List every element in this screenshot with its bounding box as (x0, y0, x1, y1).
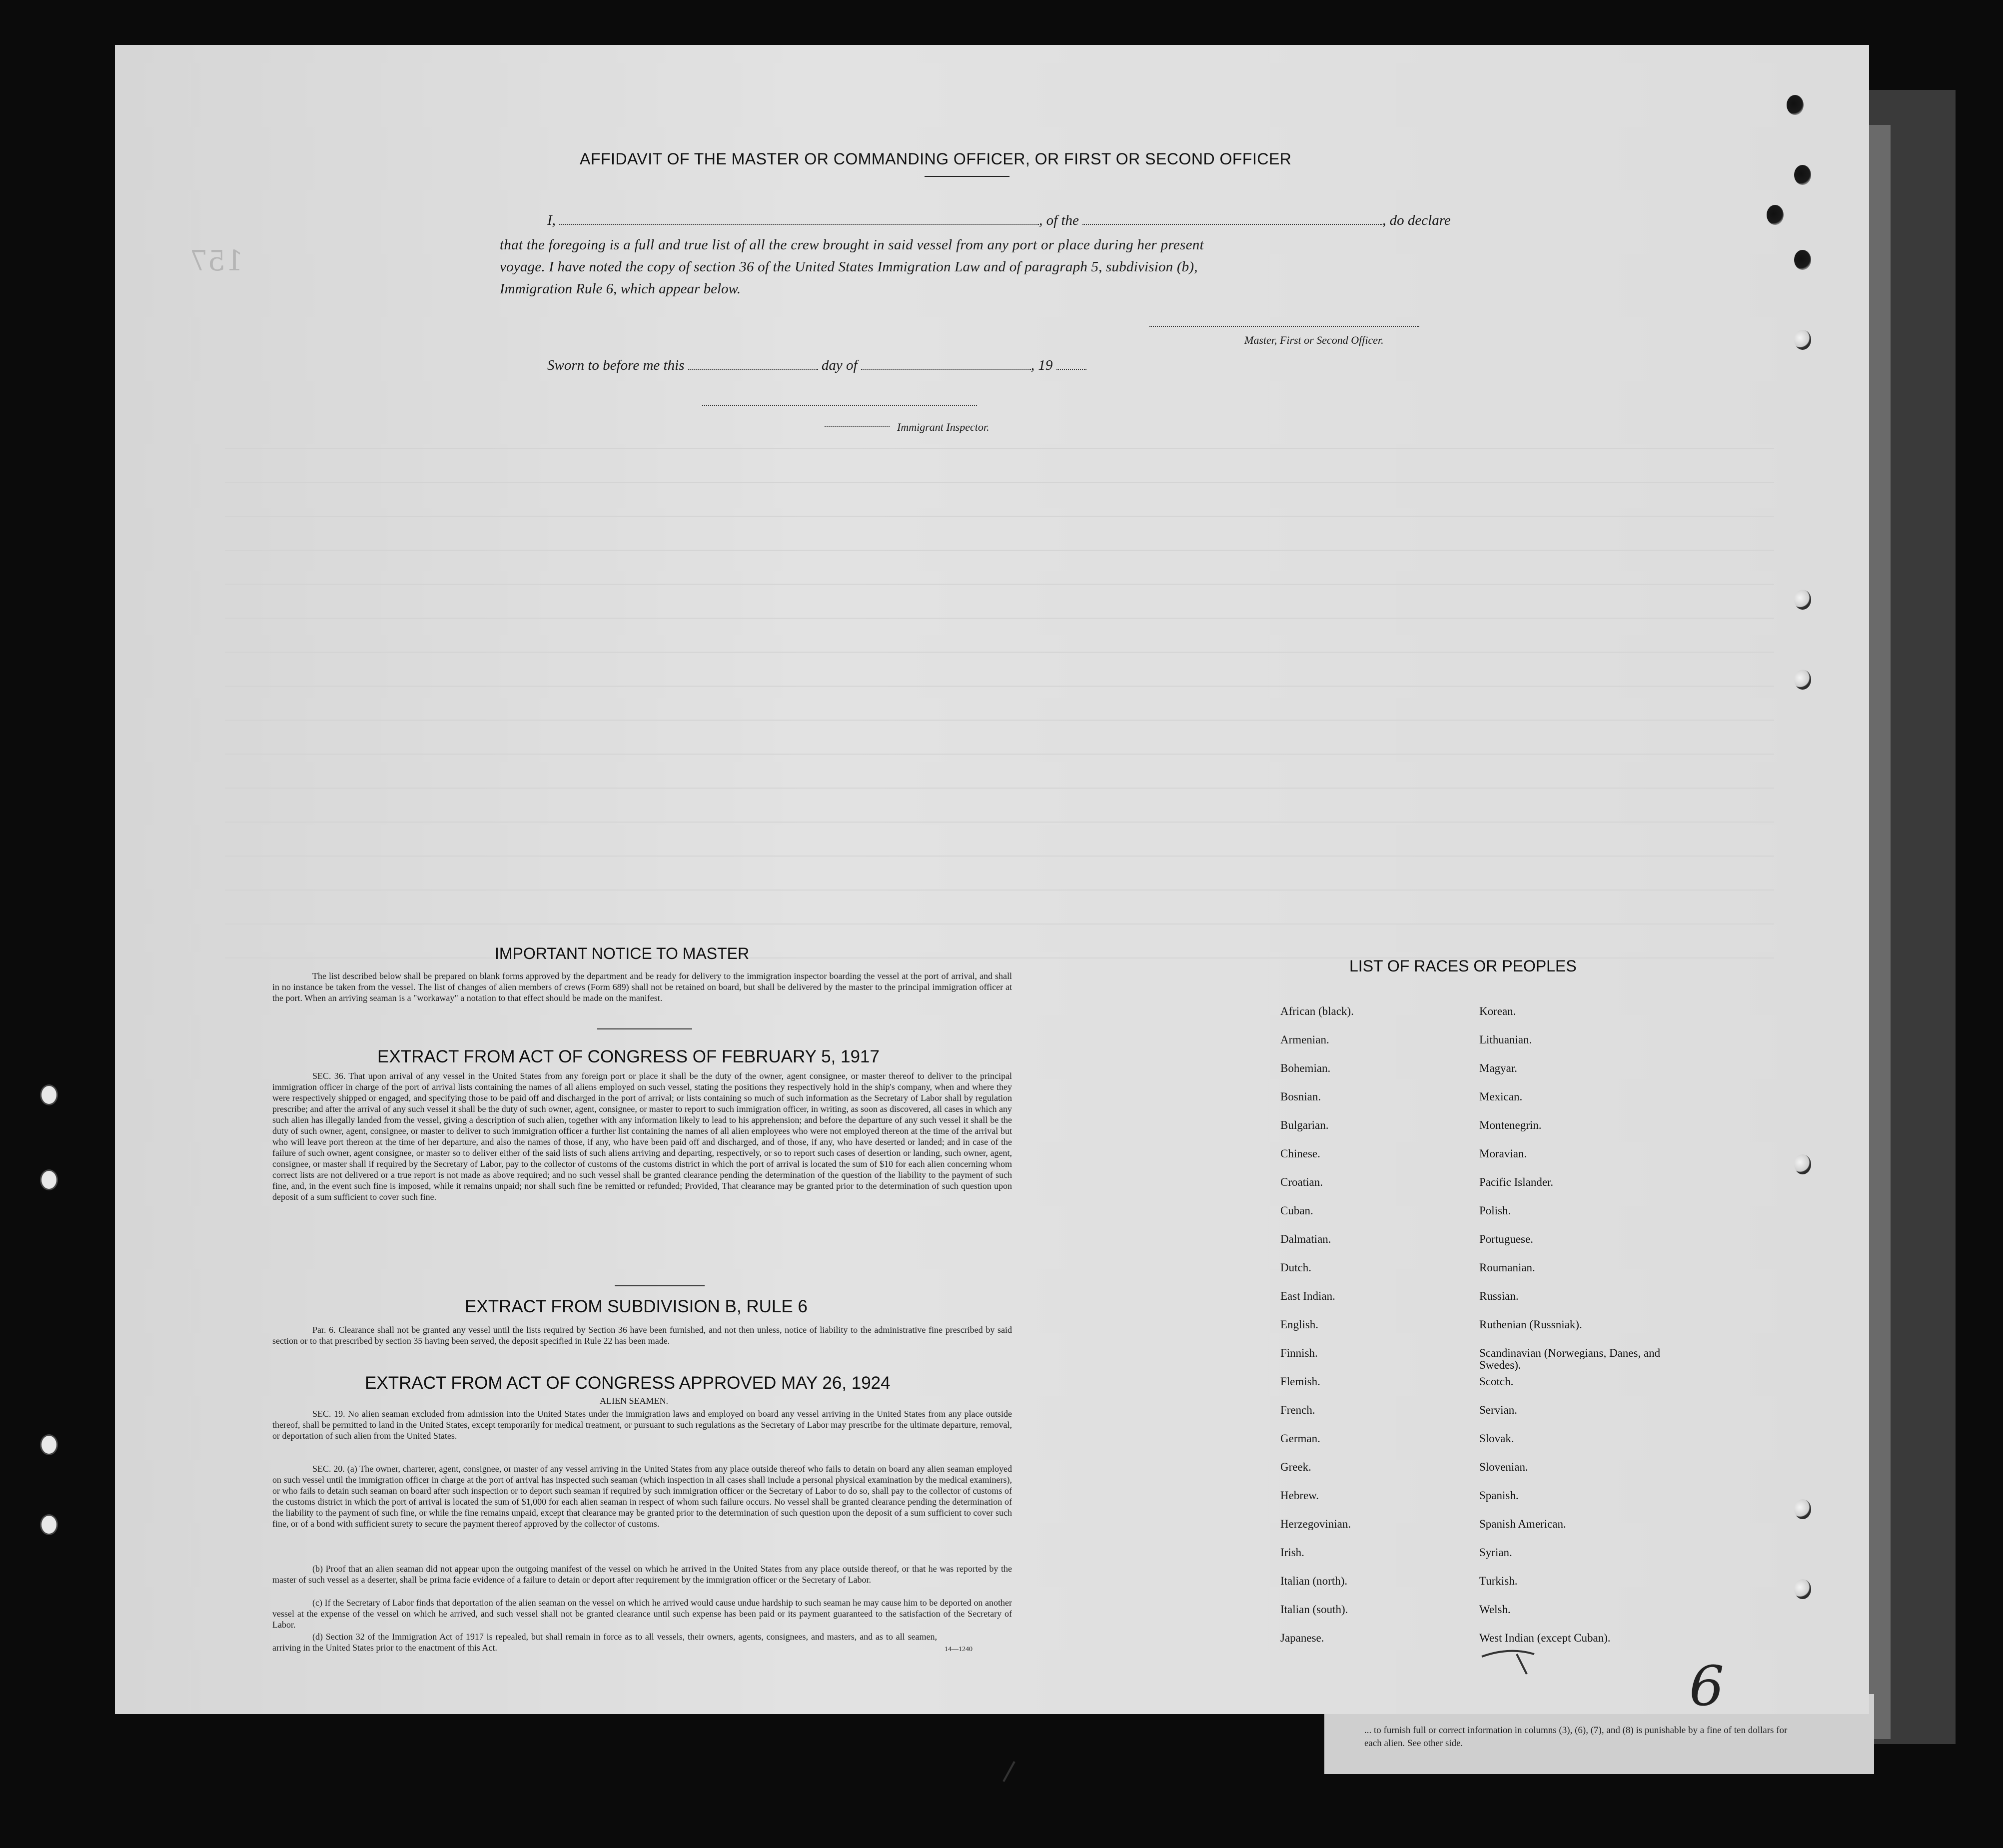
race-item: Ruthenian (Russniak). (1479, 1318, 1582, 1331)
race-item: Croatian. (1280, 1176, 1323, 1188)
bleed-through-rows (225, 415, 1774, 964)
race-item: Italian (south). (1280, 1603, 1348, 1616)
officer-caption: Master, First or Second Officer. (1244, 334, 1384, 346)
race-item: Korean. (1479, 1005, 1516, 1017)
binder-hole (40, 1084, 58, 1105)
binder-hole (1794, 1579, 1811, 1599)
race-item: Japanese. (1280, 1632, 1324, 1644)
races-column-2 (1479, 1005, 1689, 1661)
binder-hole (40, 1169, 58, 1190)
divider (597, 1028, 692, 1029)
race-item: Herzegovinian. (1280, 1518, 1351, 1530)
binder-hole (1794, 165, 1811, 185)
race-item: Roumanian. (1479, 1261, 1535, 1274)
month-blank[interactable] (861, 369, 1031, 370)
sworn-line (547, 357, 1247, 374)
officer-signature-line[interactable] (1149, 326, 1419, 327)
extract-1924-sec19: SEC. 19. No alien seaman excluded from admission into the United States under the immigration laws and employed on board any vessel arriving in the United States from any place outside thereof, shall be permitted to land in the United States, except temporarily for medical treatment, or pursuant to such regulations as the Secretary of Labor may prescribe for the ultimate departure, removal, or deportation of such alien from the United States. (272, 1409, 1012, 1441)
race-item: Magyar. (1479, 1062, 1518, 1074)
race-item: African (black). (1280, 1005, 1354, 1017)
race-item: Russian. (1479, 1290, 1519, 1302)
race-item: English. (1280, 1318, 1319, 1331)
race-item: Bohemian. (1280, 1062, 1331, 1074)
race-item: Pacific Islander. (1479, 1176, 1554, 1188)
race-item: Dutch. (1280, 1261, 1311, 1274)
extract-1924-subtitle: ALIEN SEAMEN. (600, 1396, 668, 1406)
race-item: Chinese. (1280, 1147, 1320, 1160)
handwritten-mark: 6 (1689, 1654, 1724, 1718)
affidavit-of-the: , of the (1039, 212, 1079, 228)
page-number-handwritten: 157 (190, 245, 243, 277)
extract-1924-title: EXTRACT FROM ACT OF CONGRESS APPROVED MAY 26, 1924 (365, 1373, 891, 1393)
race-item: Spanish. (1479, 1489, 1519, 1502)
race-item: Welsh. (1479, 1603, 1511, 1616)
race-item: Moravian. (1479, 1147, 1527, 1160)
vessel-blank[interactable] (1082, 224, 1382, 225)
binder-hole (1787, 95, 1804, 115)
binder-hole (40, 1434, 58, 1455)
inspector-caption: Immigrant Inspector. (897, 421, 990, 433)
race-item: French. (1280, 1404, 1315, 1416)
affidavit-do-declare: , do declare (1382, 212, 1451, 228)
sworn-to: Sworn to before me this (547, 357, 685, 373)
year-blank[interactable] (1056, 369, 1086, 370)
race-item: Scotch. (1479, 1375, 1514, 1388)
race-item: Hebrew. (1280, 1489, 1319, 1502)
race-item: Slovenian. (1479, 1461, 1528, 1473)
binder-hole (1794, 670, 1811, 690)
race-item: Italian (north). (1280, 1575, 1348, 1587)
race-item: Greek. (1280, 1461, 1311, 1473)
inspector-caption-line (825, 426, 890, 427)
affidavit-title: AFFIDAVIT OF THE MASTER OR COMMANDING OFFICER, OR FIRST OR SECOND OFFICER (580, 150, 1292, 168)
race-item: Cuban. (1280, 1204, 1313, 1217)
race-item: Armenian. (1280, 1033, 1329, 1046)
binder-hole (1767, 205, 1784, 225)
race-item: Servian. (1479, 1404, 1518, 1416)
rule6-text: Par. 6. Clearance shall not be granted any vessel until the lists required by Section 36 have been furnished, and not then unless, notice of liability to the administrative fine prescribed by said section or to that prescribed by section 35 having been served, the deposit specified in Rule 22 has been made. (272, 1325, 1012, 1346)
race-item: German. (1280, 1432, 1320, 1445)
notice-title: IMPORTANT NOTICE TO MASTER (495, 944, 750, 962)
binder-hole (1794, 330, 1811, 350)
race-item: Flemish. (1280, 1375, 1320, 1388)
binder-hole (1794, 590, 1811, 610)
affidavit-body-line: voyage. I have noted the copy of section 36 of the United States Immigration Law and of paragraph 5, subdivision (b), (500, 259, 1198, 275)
bottom-penalty-note: ... to furnish full or correct information in columns (3), (6), (7), and (8) is punishable by a fine of ten dollars for each alien. See other side. (1364, 1725, 1788, 1749)
races-column-1 (1280, 1005, 1490, 1661)
race-item: Polish. (1479, 1204, 1511, 1217)
affidavit-i: I, (547, 212, 556, 228)
race-item: West Indian (except Cuban). (1479, 1632, 1611, 1644)
extract-1917-text: SEC. 36. That upon arrival of any vessel in the United States from any foreign port or place it shall be the duty of the owner, agent consignee, or master thereof to deliver to the principal immigration officer in charge of the port of arrival lists containing the names of all aliens employed on such vessel, stating the positions they respectively hold in the ship's company, when and where they were respectively shipped or engaged, and specifying those to be paid off and discharged in the port of arrival; or lists containing so much of such information as the Secretary of Labor shall by regulation prescribe; and after the arrival of any such vessel it shall be the duty of such owner, agent, consignee, or master to report to such immigration officer, in writing, as soon as discovered, all cases in which any such alien has illegally landed from the vessel, giving a description of such alien, together with any information likely to lead to his apprehension; and before the departure of any such vessel it shall be the duty of such owner, agent, consignee, or master to deliver to such immigration officer a further list containing the names of all alien employees who were not employed thereon at the time of the arrival but who will leave port thereon at the time of her departure, and also the names of those, if any, who have been paid off and discharged, and of those, if any, who have deserted or landed; and in case of the failure of such owner, agent consignee, or master so to deliver either of the said lists of such aliens arriving and departing, respectively, or so to report such cases of desertion or landing, such owner, agent, consignee, or master shall if required by the Secretary of Labor, pay to the collector of customs of the customs district in which the port of arrival is located the sum of $10 for each alien concerning whom correct lists are not delivered or a true report is not made as above required; and no such vessel shall be granted clearance pending the determination of the question of the liability to the payment of such fine, and, in the event such fine is imposed, while it remains unpaid; nor shall such fine be remitted or refunded; Provided, That clearance may be granted prior to the determination of such question upon deposit of a sum sufficient to cover such fine. (272, 1071, 1012, 1202)
divider (925, 176, 1009, 177)
race-item: Portuguese. (1479, 1233, 1533, 1245)
race-item: Lithuanian. (1479, 1033, 1532, 1046)
divider (615, 1285, 705, 1286)
extract-1924-sec20b: (b) Proof that an alien seaman did not appear upon the outgoing manifest of the vessel on which he arrived in the United States from any place outside thereof, or that he was reported by the master of such vessel as a deserter, shall be prima facie evidence of a failure to detain or deport after requirement by the immigration officer or the Secretary of Labor. (272, 1564, 1012, 1585)
binder-hole (40, 1514, 58, 1535)
binder-hole (1794, 250, 1811, 270)
race-item: East Indian. (1280, 1290, 1335, 1302)
race-item: Slovak. (1479, 1432, 1514, 1445)
day-of: day of (821, 357, 858, 373)
races-title: LIST OF RACES OR PEOPLES (1349, 957, 1577, 975)
race-item: Montenegrin. (1479, 1119, 1542, 1131)
notice-text: The list described below shall be prepared on blank forms approved by the department and be ready for delivery to the immigration inspector boarding the vessel at the port of arrival, and shall in no instance be taken from the vessel. The list of changes of alien members of crews (Form 689) shall not be retained on board, but shall be delivered by the master to the principal immigration officer at the port. When an arriving seaman is a "workaway" a notation to that effect should be made on the manifest. (272, 971, 1012, 1003)
extract-1917-title: EXTRACT FROM ACT OF CONGRESS OF FEBRUARY 5, 1917 (377, 1047, 880, 1066)
race-item: Syrian. (1479, 1546, 1512, 1559)
race-item: Scandinavian (Norwegians, Danes, and Swedes). (1479, 1347, 1661, 1371)
day-blank[interactable] (688, 369, 818, 370)
affidavit-declaration-line (547, 212, 1457, 229)
pencil-stroke (1000, 1759, 1019, 1784)
race-item: Bulgarian. (1280, 1119, 1329, 1131)
binder-hole (1794, 1154, 1811, 1174)
year-prefix: , 19 (1030, 357, 1053, 373)
extract-1924-sec20a: SEC. 20. (a) The owner, charterer, agent, consignee, or master of any vessel arriving in the United States from any place outside thereof who fails to detain on board any alien seaman employed on such vessel until the immigration officer in charge at the port of arrival has inspected such seaman (which inspection in all cases shall include a personal physical examination by the medical examiners), or who fails to detain such seaman on board after such inspection or to deport such seaman if required by such immigration officer or the Secretary of Labor to do so, shall pay to the collector of customs of the customs district in which the port of arrival is located the sum of $1,000 for each alien seaman in respect of whom such failure occurs. No vessel shall be granted clearance pending the determination of the liability to the payment of such fine, or while the fine remains unpaid, except that clearance may be granted prior to the determination of such question upon the deposit of a sum sufficient to cover such fine, or of a bond with sufficient surety to secure the payment thereof approved by the collector of customs. (272, 1464, 1012, 1529)
form-number: 14—1240 (945, 1646, 973, 1653)
name-blank[interactable] (559, 224, 1039, 225)
race-item: Spanish American. (1479, 1518, 1566, 1530)
race-item: Irish. (1280, 1546, 1304, 1559)
affidavit-body-line: Immigration Rule 6, which appear below. (500, 281, 741, 297)
race-item: Turkish. (1479, 1575, 1518, 1587)
pencil-tick (1479, 1644, 1564, 1679)
extract-1924-sec20c: (c) If the Secretary of Labor finds that deportation of the alien seaman on the vessel on which he arrived would cause undue hardship to such seaman he may cause him to be deported on another vessel at the expense of the vessel on which he arrived, and such vessel shall not be granted clearance until such expense has been paid or its payment guaranteed to the satisfaction of the Secretary of Labor. (272, 1598, 1012, 1630)
race-item: Mexican. (1479, 1090, 1523, 1103)
race-item: Dalmatian. (1280, 1233, 1331, 1245)
inspector-signature-line[interactable] (702, 405, 977, 406)
affidavit-body-line: that the foregoing is a full and true list of all the crew brought in said vessel from any port or place during her present (500, 237, 1204, 253)
race-item: Finnish. (1280, 1347, 1318, 1359)
rule6-title: EXTRACT FROM SUBDIVISION B, RULE 6 (465, 1297, 808, 1316)
binder-hole (1794, 1499, 1811, 1519)
extract-1924-sec20d: (d) Section 32 of the Immigration Act of 1917 is repealed, but shall remain in force as to all vessels, their owners, agents, consignees, and masters, and as to all seamen, arriving in the United States prior to the enactment of this Act. (272, 1632, 937, 1653)
race-item: Bosnian. (1280, 1090, 1321, 1103)
